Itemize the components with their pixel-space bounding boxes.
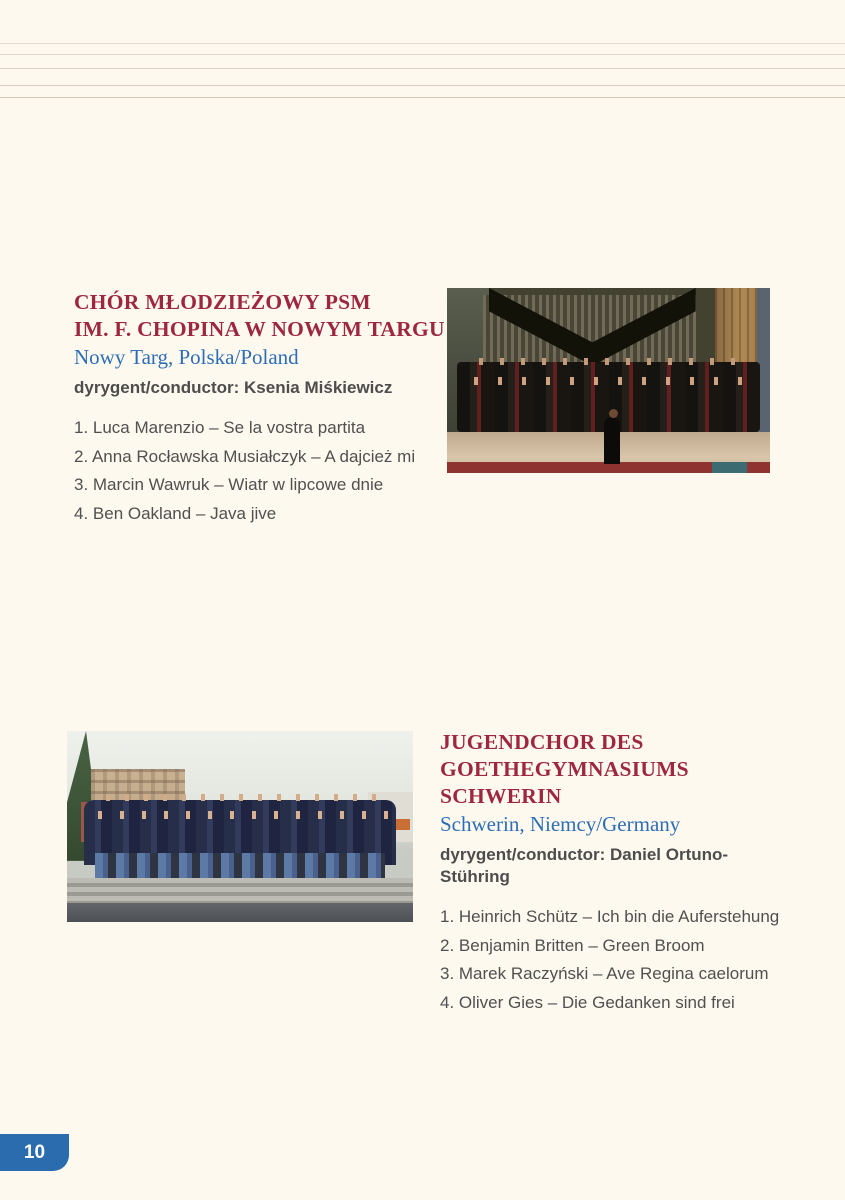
choir-2-name-line-2: GOETHEGYMNASIUMS [440, 757, 689, 781]
choir-2-location: Schwerin, Niemcy/Germany [440, 812, 681, 836]
choir-2-name-line-3: SCHWERIN [440, 784, 562, 808]
choir-1-concert-stage-photo [447, 288, 770, 473]
choir-2-conductor-line-2: Stühring [440, 867, 510, 886]
photo-conductor-silhouette [604, 418, 620, 464]
page-number: 10 [23, 1142, 46, 1163]
staff-line [0, 54, 845, 55]
choir-1-conductor-line-1: dyrygent/conductor: Ksenia Miśkiewicz [74, 378, 393, 397]
choir-entry-1-text [74, 289, 446, 528]
choir-1-name-line-1: CHÓR MŁODZIEŻOWY PSM [74, 290, 371, 314]
repertoire-item: 3. Marek Raczyński – Ave Regina caelorum [440, 964, 769, 983]
repertoire-item: 3. Marcin Wawruk – Wiatr w lipcowe dnie [74, 475, 384, 494]
repertoire-item: 4. Oliver Gies – Die Gedanken sind frei [440, 992, 735, 1012]
photo-group-front-row-heads [88, 811, 392, 819]
choir-2-repertoire [440, 903, 830, 1017]
choir-2-name-line-1: JUGENDCHOR DES [440, 730, 644, 754]
choir-entry-2-text [440, 729, 830, 1017]
staff-line [0, 68, 845, 69]
photo-paved-ground [67, 903, 413, 922]
photo-group-jeans-legs [95, 853, 386, 880]
choir-2-conductor [440, 844, 830, 888]
photo-group-back-row-heads [98, 794, 382, 801]
photo-teal-floor-patch [712, 462, 748, 473]
choir-2-outdoor-group-photo [67, 731, 413, 922]
staff-line [0, 85, 845, 86]
repertoire-item: 1. Heinrich Schütz – Ich bin die Auferstehung [440, 907, 780, 926]
choir-1-name-line-2: IM. F. CHOPINA W NOWYM TARGU [74, 317, 445, 341]
page-number-tab [0, 1134, 69, 1171]
photo-concrete-steps [67, 878, 413, 905]
repertoire-item: 4. Ben Oakland – Java jive [74, 503, 277, 523]
photo-choir-front-row-heads [463, 377, 754, 385]
choir-1-conductor [74, 377, 446, 399]
choir-2-conductor-line-1: dyrygent/conductor: Daniel Ortuno- [440, 845, 729, 864]
repertoire-item: 2. Benjamin Britten – Green Broom [440, 935, 705, 955]
choir-1-repertoire [74, 414, 446, 528]
photo-conductor-head [609, 409, 618, 418]
choir-1-name [74, 289, 446, 343]
repertoire-item: 1. Luca Marenzio – Se la vostra partita [74, 418, 366, 437]
choir-2-name [440, 729, 830, 810]
staff-line [0, 43, 845, 44]
staff-line [0, 97, 845, 98]
repertoire-item: 2. Anna Rocławska Musiałczyk – A dajcież mi [74, 446, 416, 466]
choir-1-location: Nowy Targ, Polska/Poland [74, 345, 299, 369]
photo-choir-back-row-heads [470, 358, 748, 365]
